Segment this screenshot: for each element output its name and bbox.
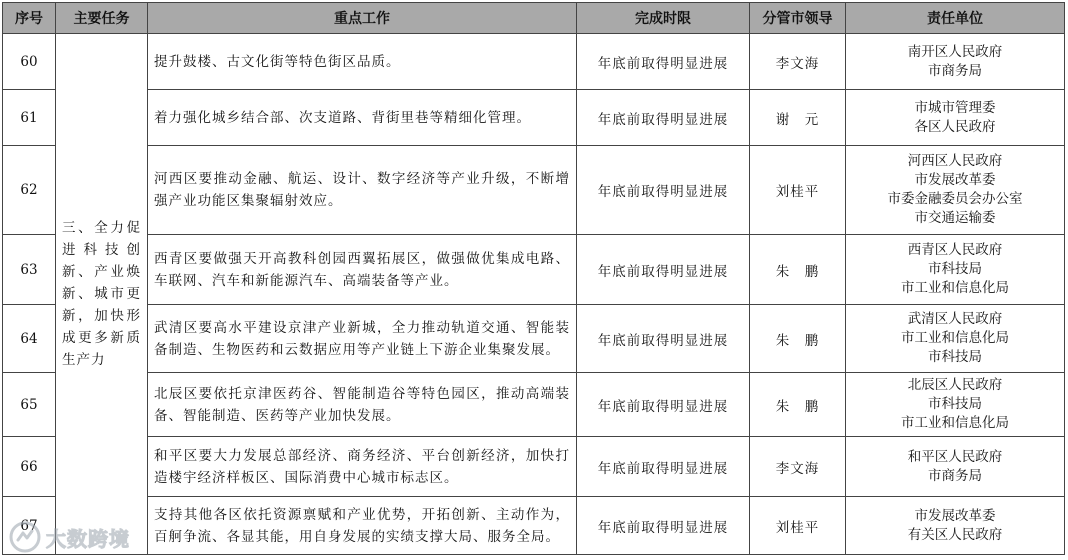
unit-name: 市发展改革委 — [914, 172, 996, 188]
key-work: 支持其他各区依托资源禀赋和产业优势，开拓创新、主动作为，百舸争流、各显其能，用自身发展的实绩支撑大局、服务全局。 — [148, 497, 577, 555]
table-row — [3, 146, 1065, 235]
city-leader: 刘桂平 — [750, 497, 846, 555]
col-header-unit: 责任单位 — [846, 3, 1065, 34]
deadline: 年底前取得明显进展 — [577, 497, 750, 555]
unit-name: 市科技局 — [928, 261, 982, 277]
unit-name: 南开区人民政府 — [907, 43, 1003, 60]
deadline: 年底前取得明显进展 — [577, 437, 750, 497]
table-row — [3, 34, 1065, 90]
unit-name: 市交通运输委 — [914, 210, 996, 226]
row-number: 61 — [3, 90, 56, 146]
unit-name: 市工业和信息化局 — [901, 280, 1009, 296]
main-task-cell: 三、全力促进科技创新、产业焕新、城市更新，加快形成更多新质生产力 — [56, 34, 148, 555]
col-header-no: 序号 — [3, 3, 56, 34]
unit-name: 武清区人民政府 — [907, 311, 1003, 327]
row-number: 64 — [3, 305, 56, 373]
col-header-time: 完成时限 — [577, 3, 750, 34]
table-row — [3, 235, 1065, 305]
responsible-units — [846, 235, 1065, 305]
unit-name: 市工业和信息化局 — [901, 415, 1009, 431]
key-work: 西青区要做强天开高教科创园西翼拓展区，做强做优集成电路、车联网、汽车和新能源汽车、高端装备等产业。 — [148, 235, 577, 305]
deadline: 年底前取得明显进展 — [577, 305, 750, 373]
unit-name: 各区人民政府 — [914, 118, 996, 135]
unit-name: 市委金融委员会办公室 — [887, 191, 1023, 207]
key-work: 提升鼓楼、古文化街等特色街区品质。 — [148, 34, 577, 90]
responsible-units — [846, 34, 1065, 90]
row-number: 66 — [3, 437, 56, 497]
responsible-units — [846, 90, 1065, 146]
table-row — [3, 437, 1065, 497]
city-leader: 李文海 — [750, 437, 846, 497]
unit-name: 西青区人民政府 — [907, 242, 1003, 258]
city-leader: 朱 鹏 — [750, 235, 846, 305]
row-number: 60 — [3, 34, 56, 90]
city-leader: 谢 元 — [750, 90, 846, 146]
city-leader: 李文海 — [750, 34, 846, 90]
watermark-text: 大数跨境 — [46, 526, 130, 551]
col-header-work: 重点工作 — [148, 3, 577, 34]
deadline: 年底前取得明显进展 — [577, 373, 750, 437]
unit-name: 河西区人民政府 — [907, 153, 1003, 169]
row-number: 63 — [3, 235, 56, 305]
unit-name: 北辰区人民政府 — [907, 377, 1003, 393]
unit-name: 市科技局 — [928, 349, 982, 365]
col-header-leader: 分管市领导 — [750, 3, 846, 34]
table-row — [3, 305, 1065, 373]
responsible-units — [846, 146, 1065, 235]
key-work: 河西区要推动金融、航运、设计、数字经济等产业升级，不断增强产业功能区集聚辐射效应。 — [148, 146, 577, 235]
unit-name: 有关区人民政府 — [907, 526, 1003, 543]
col-header-task: 主要任务 — [56, 3, 148, 34]
unit-name: 市工业和信息化局 — [901, 330, 1009, 346]
key-work: 和平区要大力发展总部经济、商务经济、平台创新经济，加快打造楼宇经济样板区、国际消费中心城市标志区。 — [148, 437, 577, 497]
key-work: 着力强化城乡结合部、次支道路、背街里巷等精细化管理。 — [148, 90, 577, 146]
row-number: 62 — [3, 146, 56, 235]
table-row — [3, 90, 1065, 146]
deadline: 年底前取得明显进展 — [577, 235, 750, 305]
row-number: 67 — [3, 497, 56, 555]
city-leader: 朱 鹏 — [750, 305, 846, 373]
unit-name: 市城市管理委 — [914, 99, 996, 116]
table-header-row — [3, 3, 1065, 34]
deadline: 年底前取得明显进展 — [577, 34, 750, 90]
unit-name: 和平区人民政府 — [907, 448, 1003, 465]
unit-name: 市发展改革委 — [914, 507, 996, 524]
responsible-units — [846, 373, 1065, 437]
unit-name: 市商务局 — [928, 467, 982, 484]
responsible-units — [846, 305, 1065, 373]
city-leader: 刘桂平 — [750, 146, 846, 235]
table-row — [3, 373, 1065, 437]
city-leader: 朱 鹏 — [750, 373, 846, 437]
deadline: 年底前取得明显进展 — [577, 146, 750, 235]
table-row — [3, 497, 1065, 555]
key-work: 武清区要高水平建设京津产业新城，全力推动轨道交通、智能装备制造、生物医药和云数据应用等产业链上下游企业集聚发展。 — [148, 305, 577, 373]
key-work: 北辰区要依托京津医药谷、智能制造谷等特色园区，推动高端装备、智能制造、医药等产业加快发展。 — [148, 373, 577, 437]
responsible-units — [846, 437, 1065, 497]
task-table — [2, 2, 1065, 555]
unit-name: 市科技局 — [928, 396, 982, 412]
deadline: 年底前取得明显进展 — [577, 90, 750, 146]
row-number: 65 — [3, 373, 56, 437]
unit-name: 市商务局 — [928, 62, 982, 79]
responsible-units — [846, 497, 1065, 555]
